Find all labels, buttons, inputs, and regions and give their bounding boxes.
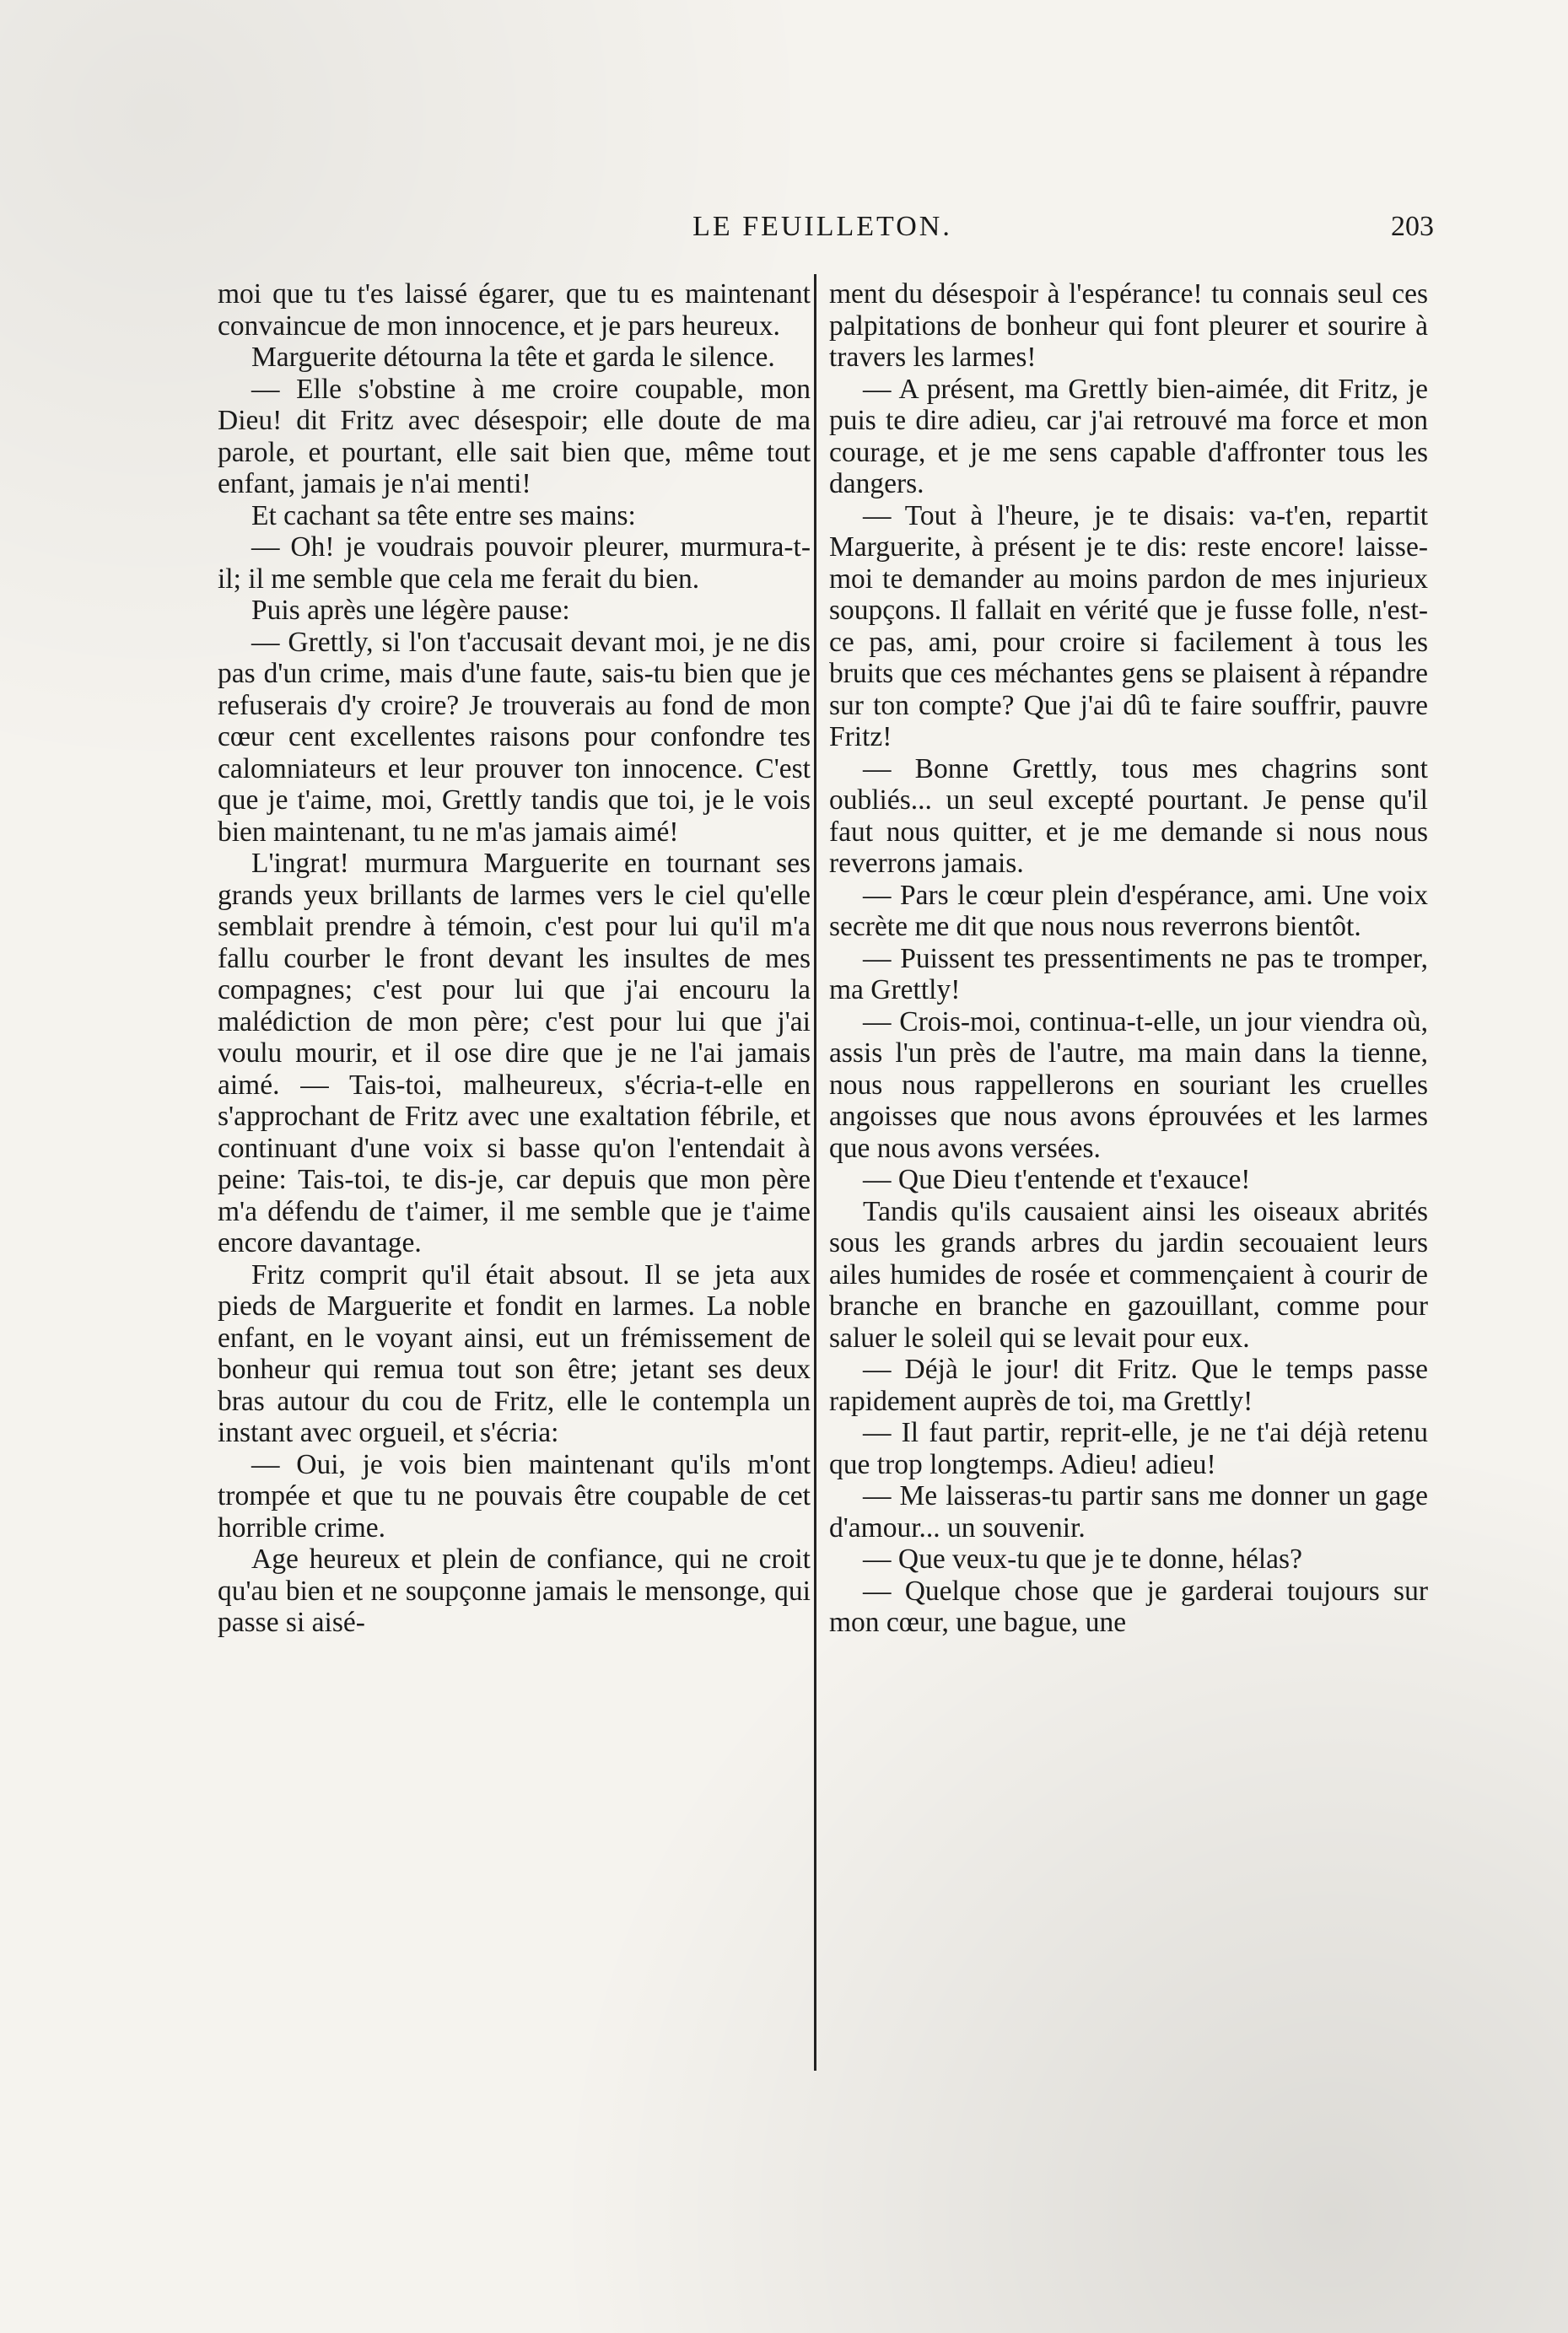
paragraph: — Crois-moi, continua-t-elle, un jour viendra où, assis l'un près de l'autre, ma main dans la tienne, nous nous rappellerons en souriant les cruelles angoisses que nous avons éprouvées et les larmes que nous avons versées. — [829, 1005, 1428, 1164]
paragraph: — Elle s'obstine à me croire coupable, mon Dieu! dit Fritz avec désespoir; elle doute de ma parole, et pourtant, elle sait bien que, même tout enfant, jamais je n'ai menti! — [218, 373, 811, 499]
paragraph: — Oh! je voudrais pouvoir pleurer, murmura-t-il; il me semble que cela me ferait du bien. — [218, 531, 811, 595]
page-header — [211, 211, 1434, 248]
paragraph: — Bonne Grettly, tous mes chagrins sont oubliés... un seul excepté pourtant. Je pense qu'il faut nous quitter, et je me demande si nous nous reverrons jamais. — [829, 752, 1428, 879]
paragraph: — Oui, je vois bien maintenant qu'ils m'ont trompée et que tu ne pouvais être coupable de cet horrible crime. — [218, 1448, 811, 1544]
page-number: 203 — [1391, 211, 1434, 242]
paragraph: — Tout à l'heure, je te disais: va-t'en, repartit Marguerite, à présent je te dis: reste encore! laisse-moi te demander au moins pardon de mes injurieux soupçons. Il fallait en vérité que je fusse folle, n'est-ce pas, ami, pour croire si facilement à tous les bruits que ces méchantes gens se plaisent à répandre sur ton compte? Que j'ai dû te faire souffrir, pauvre Fritz! — [829, 499, 1428, 752]
paragraph: Age heureux et plein de confiance, qui ne croit qu'au bien et ne soupçonne jamais le mensonge, qui passe si aisé- — [218, 1544, 811, 1638]
paragraph: — Que Dieu t'entende et t'exauce! — [863, 1164, 1251, 1195]
paragraph: — Grettly, si l'on t'accusait devant moi, je ne dis pas d'un crime, mais d'une faute, sais-tu bien que je refuserais d'y croire? Je trouverais au fond de mon cœur cent excellentes raisons pour confondre tes calomniateurs et leur prouver ton innocence. C'est que je t'aime, moi, Grettly tandis que toi, je le vois bien maintenant, tu ne m'as jamais aimé! — [218, 626, 811, 848]
paragraph: Marguerite détourna la tête et garda le silence. — [251, 342, 775, 373]
paragraph: L'ingrat! murmura Marguerite en tournant ses grands yeux brillants de larmes vers le ciel qu'elle semblait prendre à témoin, c'est pour lui qu'il m'a fallu courber le front devant les insultes de mes compagnes; c'est pour lui que j'ai encouru la malédiction de mon père; c'est pour lui que j'ai voulu mourir, et il ose dire que je ne l'ai jamais aimé. — Tais-toi, malheureux, s'écria-t-elle en s'approchant de Fritz avec une exaltation fébrile, et continuant d'une voix si basse qu'on l'entendait à peine: Tais-toi, te dis-je, car depuis que mon père m'a défendu de t'aimer, il me semble que je t'aime encore davantage. — [218, 848, 811, 1258]
paragraph: — Que veux-tu que je te donne, hélas? — [863, 1544, 1302, 1575]
paragraph: — A présent, ma Grettly bien-aimée, dit Fritz, je puis te dire adieu, car j'ai retrouvé ma force et mon courage, et je me sens capable d'affronter tous les dangers. — [829, 373, 1428, 499]
paragraph: moi que tu t'es laissé égarer, que tu es maintenant convaincue de mon innocence, et je pars heureux. — [218, 278, 811, 342]
paragraph: Fritz comprit qu'il était absout. Il se jeta aux pieds de Marguerite et fondit en larmes. La noble enfant, en le voyant ainsi, eut un frémissement de bonheur qui remua tout son être; jetant ses deux bras autour du cou de Fritz, elle le contempla un instant avec orgueil, et s'écria: — [218, 1258, 811, 1448]
paragraph: Et cachant sa tête entre ses mains: — [251, 499, 636, 531]
paragraph: — Quelque chose que je garderai toujours sur mon cœur, une bague, une — [829, 1575, 1428, 1638]
paragraph: — Puissent tes pressentiments ne pas te tromper, ma Grettly! — [829, 942, 1428, 1005]
column-divider — [814, 274, 816, 2071]
paragraph: — Pars le cœur plein d'espérance, ami. Une voix secrète me dit que nous nous reverrons bientôt. — [829, 879, 1428, 942]
paragraph: ment du désespoir à l'espérance! tu connais seul ces palpitations de bonheur qui font pleurer et sourire à travers les larmes! — [829, 278, 1428, 373]
paragraph: Tandis qu'ils causaient ainsi les oiseaux abrités sous les grands arbres du jardin secouaient leurs ailes humides de rosée et commençaient à courir de branche en branche en gazouillant, comme pour saluer le soleil qui se levait pour eux. — [829, 1195, 1428, 1354]
paragraph: Puis après une légère pause: — [251, 595, 570, 626]
paragraph: — Il faut partir, reprit-elle, je ne t'ai déjà retenu que trop longtemps. Adieu! adieu! — [829, 1417, 1428, 1480]
paragraph: — Me laisseras-tu partir sans me donner un gage d'amour... un souvenir. — [829, 1480, 1428, 1544]
running-title: LE FEUILLETON. — [692, 211, 952, 242]
paragraph: — Déjà le jour! dit Fritz. Que le temps passe rapidement auprès de toi, ma Grettly! — [829, 1354, 1428, 1417]
left-column — [218, 278, 811, 1639]
right-column — [829, 278, 1428, 1639]
